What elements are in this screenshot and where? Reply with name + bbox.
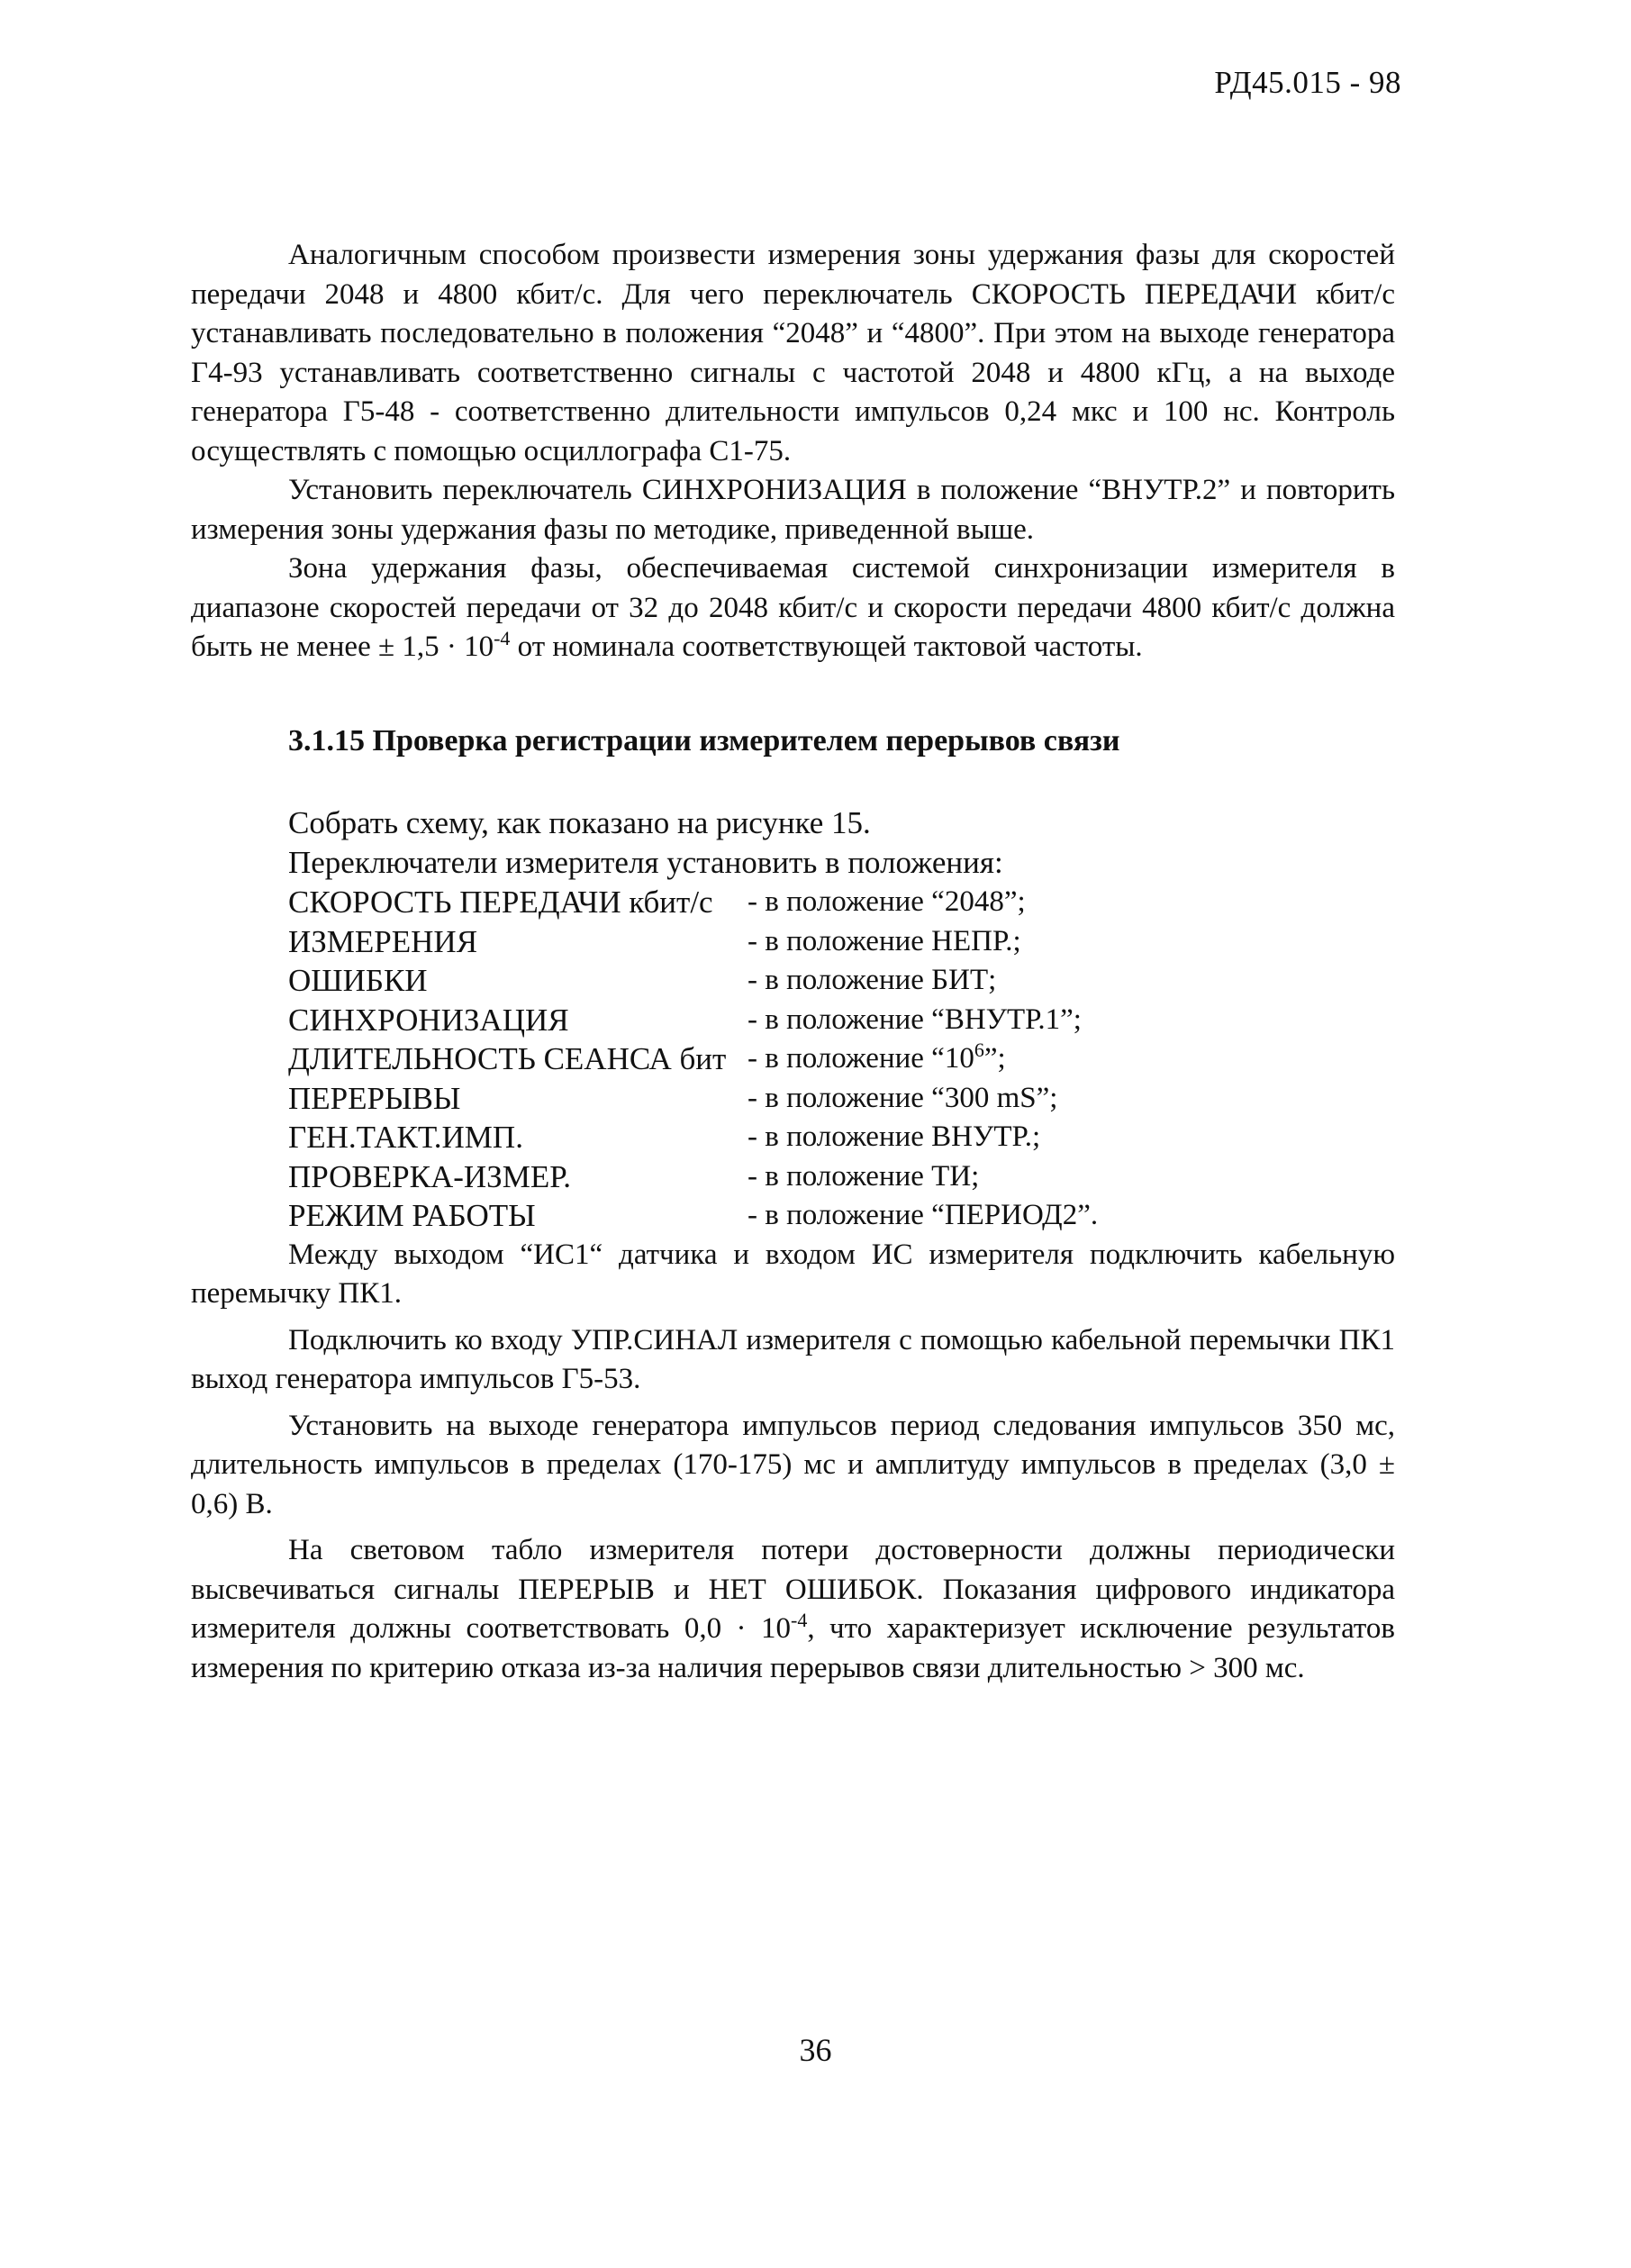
switch-position: - в положение “2048”;	[748, 885, 1026, 918]
paragraph-control-input: Подключить ко входу УПР.СИНАЛ измерителя с помощью кабельной перемычки ПК1 выход генератора импульсов Г5-53.	[191, 1323, 1395, 1395]
tolerance-text-end: от номинала соответствующей тактовой частоты.	[510, 631, 1143, 663]
switch-name: СИНХРОНИЗАЦИЯ	[288, 1002, 569, 1038]
result-text: На световом табло измерителя потери достоверности должны периодически высвечиваться сигналы ПЕРЕРЫВ и НЕТ ОШИБОК. Показания цифрового индикатора измерителя должны соответствовать 0,0 · 10	[191, 1534, 1395, 1645]
switch-name: ДЛИТЕЛЬНОСТЬ СЕАНСА бит	[288, 1041, 727, 1076]
switch-name: ИЗМЕРЕНИЯ	[288, 923, 478, 959]
document-code: РД45.015 - 98	[1214, 65, 1401, 100]
switch-position-text: - в положение “10	[748, 1042, 974, 1075]
switch-position: - в положение “300 mS”;	[748, 1081, 1058, 1114]
intro-line: Собрать схему, как показано на рисунке 15.	[288, 805, 871, 840]
switch-position: - в положение НЕПР.;	[748, 924, 1021, 957]
result-text-end: , что характеризует исключение результатов измерения по критерию отказа из-за наличия перерывов связи длительностью > 300 мс.	[191, 1612, 1395, 1684]
switch-position-text-end: ”;	[983, 1042, 1006, 1075]
paragraph-phase-hold-speeds: Аналогичным способом произвести измерения зоны удержания фазы для скоростей передачи 2048 и 4800 кбит/с. Для чего переключатель СКОРОСТЬ ПЕРЕДАЧИ кбит/с устанавливать последовательно в положения “2048” и “4800”. При этом на выходе генератора Г4-93 устанавливать соответственно сигналы с частотой 2048 и 4800 кГц, а на выходе генератора Г5-48 - соответственно длительности импульсов 0,24 мкс и 100 нс. Контроль осуществлять с помощью осциллографа С1-75.	[191, 239, 1395, 467]
page-content	[191, 236, 1395, 1688]
tolerance-text: Зона удержания фазы, обеспечиваемая системой синхронизации измерителя в диапазоне скоростей передачи от 32 до 2048 кбит/с и скорости передачи 4800 кбит/с должна быть не менее ± 1,5 · 10	[191, 552, 1395, 663]
switch-position: - в положение ВНУТР.;	[748, 1120, 1041, 1153]
intro-line: Переключатели измерителя установить в положения:	[288, 845, 1003, 880]
switch-position-exponent: 6	[974, 1039, 984, 1061]
switch-row	[288, 1157, 1098, 1197]
paragraph-cable-jumper: Между выходом “ИС1“ датчика и входом ИС измерителя подключить кабельную перемычку ПК1.	[191, 1238, 1395, 1310]
paragraph-sync-internal: Установить переключатель СИНХРОНИЗАЦИЯ в положение “ВНУТР.2” и повторить измерения зоны удержания фазы по методике, приведенной выше.	[191, 474, 1395, 546]
result-exponent: -4	[791, 1609, 808, 1631]
switch-row	[288, 1039, 1098, 1079]
paragraph-phase-hold-tolerance	[191, 549, 1395, 667]
switch-name: ПЕРЕРЫВЫ	[288, 1080, 461, 1116]
section-heading: 3.1.15 Проверка регистрации измерителем перерывов связи	[288, 723, 1120, 758]
paragraph-expected-result	[191, 1531, 1395, 1688]
paragraph-pulse-settings: Установить на выходе генератора импульсов период следования импульсов 350 мс, длительность импульсов в пределах (170-175) мс и амплитуду импульсов в пределах (3,0 ± 0,6) В.	[191, 1409, 1395, 1520]
switch-settings-table	[288, 883, 1098, 1236]
switch-position: - в положение “ВНУТР.1”;	[748, 1002, 1082, 1036]
switch-row	[288, 1118, 1098, 1157]
switch-row	[288, 1001, 1098, 1040]
switch-row	[288, 1079, 1098, 1119]
switch-row	[288, 1196, 1098, 1236]
switch-row	[288, 883, 1098, 922]
tolerance-exponent: -4	[494, 627, 511, 649]
switch-name: ГЕН.ТАКТ.ИМП.	[288, 1120, 523, 1155]
page-number: 36	[799, 2032, 832, 2068]
switch-row	[288, 922, 1098, 962]
switch-name: РЕЖИМ РАБОТЫ	[288, 1198, 536, 1233]
switch-row	[288, 961, 1098, 1001]
switch-position: - в положение ТИ;	[748, 1159, 980, 1193]
switch-position	[748, 1039, 1098, 1079]
switch-position: - в положение БИТ;	[748, 964, 997, 996]
switch-name: СКОРОСТЬ ПЕРЕДАЧИ кбит/с	[288, 885, 713, 920]
switch-position: - в положение “ПЕРИОД2”.	[748, 1199, 1099, 1231]
switch-name: ПРОВЕРКА-ИЗМЕР.	[288, 1158, 572, 1194]
switch-name: ОШИБКИ	[288, 963, 428, 998]
